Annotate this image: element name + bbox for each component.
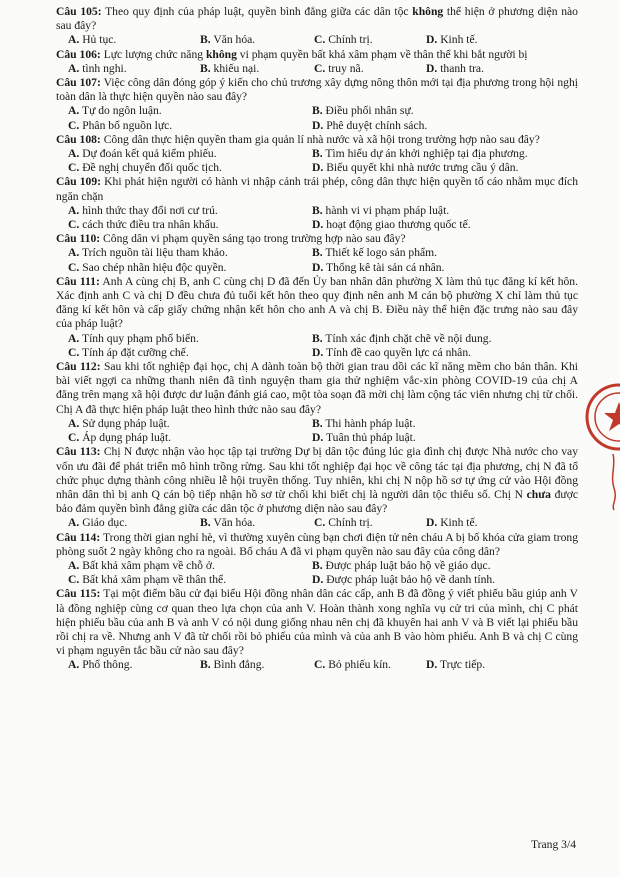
question-108: Câu 108: Công dân thực hiện quyền tham gia quản lí nhà nước và xã hội trong trường hợp nào sau đây? A. Dự đoán kết quả kiểm phiếu. B. Tìm hiểu dự án khởi nghiệp tại địa phương. C. Đề nghị chuyển đổi quốc tịch. D. Biểu quyết khi nhà nước trưng cầu ý dân.	[56, 133, 578, 176]
options	[56, 332, 578, 360]
option-b: B. Bình đẳng.	[200, 658, 265, 672]
question-109: Câu 109: Khi phát hiện người có hành vi nhập cảnh trái phép, công dân thực hiện quyền tố cáo nhằm mục đích ngăn chặn A. hình thức thay đổi nơi cư trú. B. hành vi vi phạm pháp luật. C. cách thức điều tra nhân khẩu. D. hoạt động giao thương quốc tế.	[56, 175, 578, 232]
question-106: Câu 106: Lực lượng chức năng không vi phạm quyền bất khả xâm phạm về thân thể khi bắt người bị A. tình nghi. B. khiếu nại. C. truy nã. D. thanh tra.	[56, 48, 578, 76]
question-115: Câu 115: Tại một điểm bầu cử đại biểu Hội đồng nhân dân các cấp, anh B đã đồng ý viết phiếu bầu giúp anh V là đồng nghiệp cùng cơ quan theo lựa chọn của anh V. Hoàn thành xong nghĩa vụ cử tri của mình, chị C phát hiện phiếu bầu của anh B và anh V có nội dung giống nhau nên chị đã khuyên hai anh V và B viết lại phiếu bầu rồi chị ra về. Nhưng anh V đã từ chối rồi bỏ phiếu của mình và của anh B vào hòm phiếu. Anh B và chị C cùng vi phạm nguyên tắc bầu cử nào sau đây? A. Phổ thông. B. Bình đẳng. C. Bỏ phiếu kín. D. Trực tiếp.	[56, 587, 578, 672]
option-d: D. Tính đề cao quyền lực cá nhân.	[312, 345, 472, 359]
option-b: B. Thiết kế logo sản phẩm.	[312, 246, 438, 260]
options	[56, 62, 578, 76]
option-a: A. Dự đoán kết quả kiểm phiếu.	[68, 147, 217, 161]
question-number: Câu 114:	[56, 530, 101, 544]
option-b: B. Tìm hiểu dự án khởi nghiệp tại địa phương.	[312, 147, 528, 161]
options	[56, 559, 578, 587]
option-a: A. Bất khả xâm phạm về chỗ ở.	[68, 558, 215, 572]
option-d: D. Phê duyệt chính sách.	[312, 118, 428, 132]
question-number: Câu 115:	[56, 587, 101, 601]
question-111: Câu 111: Anh A cùng chị B, anh C cùng chị D đã đến Ủy ban nhân dân phường X làm thủ tục đăng kí kết hôn. Xác định anh C và chị D đều chưa đủ tuổi kết hôn theo quy định nên anh M cán bộ phường X chỉ làm thủ tục đăng kí kết hôn và cấp giấy chứng nhận kết hôn cho anh A và chị B. Điều này thể hiện đặc trưng nào sau đây của pháp luật? A. Tính quy phạm phổ biến. B. Tính xác định chặt chẽ về nội dung. C. Tính áp đặt cưỡng chế. D. Tính đề cao quyền lực cá nhân.	[56, 274, 578, 359]
option-d: D. Kinh tế.	[426, 516, 478, 530]
option-c: C. Chính trị.	[314, 516, 373, 530]
option-b: B. Văn hóa.	[200, 516, 256, 530]
option-d: D. Kinh tế.	[426, 33, 478, 47]
option-b: B. hành vi vi phạm pháp luật.	[312, 203, 450, 217]
option-a: A. Trích nguồn tài liệu tham khảo.	[68, 246, 228, 260]
option-b: B. Được pháp luật bảo hộ về giáo dục.	[312, 558, 491, 572]
question-number: Câu 108:	[56, 132, 101, 146]
question-number: Câu 112:	[56, 360, 101, 374]
question-number: Câu 105:	[56, 5, 102, 18]
question-112: Câu 112: Sau khi tốt nghiệp đại học, chị A dành toàn bộ thời gian trau dồi các kĩ năng mềm cho bản thân. Khi bài viết ngợi ca những thanh niên đã tình nguyện tham gia thử nghiệm vắc-xin phòng COVID-19 của chị A đăng trên mạng xã hội được dư luận đánh giá cao, một tòa soạn đã mời chị làm cộng tác viên nhưng chị từ chối. Chị A đã thực hiện pháp luật theo hình thức nào sau đây? A. Sử dụng pháp luật. B. Thi hành pháp luật. C. Áp dụng pháp luật. D. Tuân thủ pháp luật.	[56, 360, 578, 445]
option-d: D. thanh tra.	[426, 61, 484, 75]
option-d: D. Thống kê tài sản cá nhân.	[312, 260, 445, 274]
option-a: A. hình thức thay đổi nơi cư trú.	[68, 203, 218, 217]
option-d: D. Được pháp luật bảo hộ về danh tính.	[312, 573, 496, 587]
option-c: C. cách thức điều tra nhân khẩu.	[68, 218, 219, 232]
signature-mark-icon	[608, 452, 618, 512]
option-b: B. Tính xác định chặt chẽ về nội dung.	[312, 331, 492, 345]
option-d: D. Biểu quyết khi nhà nước trưng cầu ý dân.	[312, 161, 519, 175]
option-c: C. Bỏ phiếu kín.	[314, 658, 391, 672]
question-107: Câu 107: Việc công dân đóng góp ý kiến cho chủ trương xây dựng nông thôn mới tại địa phương trong hội nghị toàn dân là thực hiện quyền nào sau đây? A. Tự do ngôn luận. B. Điều phối nhân sự. C. Phân bổ nguồn lực. D. Phê duyệt chính sách.	[56, 76, 578, 132]
options	[56, 417, 578, 445]
option-c: C. Áp dụng pháp luật.	[68, 431, 172, 445]
question-110: Câu 110: Công dân vi phạm quyền sáng tạo trong trường hợp nào sau đây? A. Trích nguồn tài liệu tham khảo. B. Thiết kế logo sản phẩm. C. Sao chép nhãn hiệu độc quyền. D. Thống kê tài sản cá nhân.	[56, 232, 578, 275]
question-number: Câu 109:	[56, 175, 102, 189]
option-a: A. Phổ thông.	[68, 658, 133, 672]
option-c: C. Đề nghị chuyển đổi quốc tịch.	[68, 161, 222, 175]
page-number: Trang 3/4	[531, 838, 576, 851]
option-c: C. Sao chép nhãn hiệu độc quyền.	[68, 260, 227, 274]
question-number: Câu 111:	[56, 274, 100, 288]
options	[56, 516, 578, 530]
options	[56, 104, 578, 132]
question-number: Câu 107:	[56, 76, 101, 90]
options	[56, 658, 578, 672]
official-seal-icon	[584, 382, 620, 452]
option-b: B. Thi hành pháp luật.	[312, 416, 416, 430]
option-d: D. Trực tiếp.	[426, 658, 486, 672]
option-b: B. khiếu nại.	[200, 61, 260, 75]
option-a: A. Tính quy phạm phổ biến.	[68, 331, 199, 345]
option-d: D. Tuân thủ pháp luật.	[312, 431, 416, 445]
question-number: Câu 110:	[56, 232, 101, 246]
option-b: B. Điều phối nhân sự.	[312, 104, 414, 118]
option-c: C. truy nã.	[314, 61, 364, 75]
question-number: Câu 113:	[56, 445, 101, 459]
options	[56, 204, 578, 232]
options	[56, 147, 578, 175]
question-114: Câu 114: Trong thời gian nghỉ hè, vì thường xuyên cùng bạn chơi điện tử nên cháu A bị bố khóa cửa giam trong phòng suốt 2 ngày không cho ra ngoài. Bố cháu A đã vi phạm quyền nào sau đây của công dân? A. Bất khả xâm phạm về chỗ ở. B. Được pháp luật bảo hộ về giáo dục. C. Bất khả xâm phạm về thân thể. D. Được pháp luật bảo hộ về danh tính.	[56, 530, 578, 587]
option-a: A. Sử dụng pháp luật.	[68, 416, 170, 430]
option-b: B. Văn hóa.	[200, 33, 256, 47]
options	[56, 33, 578, 47]
option-a: A. Tự do ngôn luận.	[68, 104, 162, 118]
question-113: Câu 113: Chị N được nhận vào học tập tại trường Dự bị dân tộc đúng lúc gia đình chị được Nhà nước cho vay vốn ưu đãi để phát triển mô hình trồng rừng. Sau khi tốt nghiệp đại học về công tác tại địa phương, chị N đã tổ chức phục dựng thành công nhiều lễ hội truyền thống. Tuy nhiên, khi chị N nộp hồ sơ tự ứng cử vào Hội đồng nhân dân thì bị anh Q cán bộ tiếp nhận hồ sơ từ chối khi biết chị là người dân tộc thiểu số. Chị N chưa được bảo đảm quyền bình đẳng giữa các dân tộc ở phương diện nào sau đây? A. Giáo dục. B. Văn hóa. C. Chính trị. D. Kinh tế.	[56, 445, 578, 530]
option-a: A. Hủ tục.	[68, 33, 117, 47]
option-c: C. Phân bổ nguồn lực.	[68, 118, 173, 132]
option-a: A. Giáo dục.	[68, 516, 128, 530]
option-c: C. Bất khả xâm phạm về thân thể.	[68, 573, 227, 587]
option-c: C. Tính áp đặt cưỡng chế.	[68, 345, 189, 359]
options	[56, 246, 578, 274]
option-d: D. hoạt động giao thương quốc tế.	[312, 218, 471, 232]
question-number: Câu 106:	[56, 47, 101, 61]
question-105: Câu 105: Theo quy định của pháp luật, quyền bình đẳng giữa các dân tộc không thể hiện ở phương diện nào sau đây? A. Hủ tục. B. Văn hóa. C. Chính trị. D. Kinh tế.	[56, 5, 578, 47]
option-a: A. tình nghi.	[68, 61, 127, 75]
option-c: C. Chính trị.	[314, 33, 373, 47]
